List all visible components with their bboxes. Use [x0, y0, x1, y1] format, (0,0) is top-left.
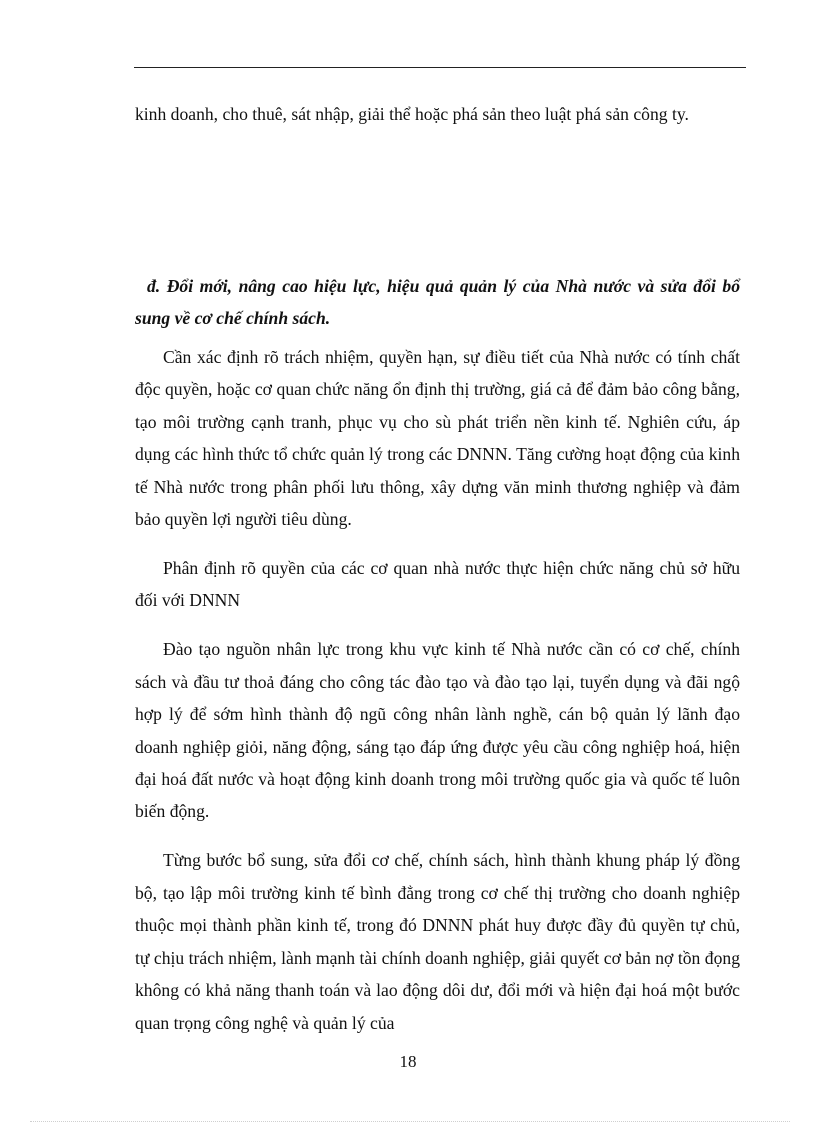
paragraph-1: Cần xác định rõ trách nhiệm, quyền hạn, sự điều tiết của Nhà nước có tính chất độc quyền, hoặc cơ quan chức năng ổn định thị trường, giá cả để đảm bảo công bằng, tạo môi trường cạnh tranh, phục vụ cho sù phát triển nền kinh tế. Nghiên cứu, áp dụng các hình thức tổ chức quản lý trong các DNNN. Tăng cường hoạt động của kinh tế Nhà nước trong phân phối lưu thông, xây dựng văn minh thương nghiệp và đảm bảo quyền lợi người tiêu dùng.: [135, 347, 740, 530]
continuation-text: kinh doanh, cho thuê, sát nhập, giải thể hoặc phá sản theo luật phá sản công ty.: [135, 104, 689, 124]
section-heading: đ. Đổi mới, nâng cao hiệu lực, hiệu quả quản lý của Nhà nước và sửa đổi bổ sung về cơ chế chính sách.: [135, 276, 740, 329]
header-rule: [134, 67, 746, 68]
paragraph-2: Phân định rõ quyền của các cơ quan nhà nước thực hiện chức năng chủ sở hữu đối với DNNN: [135, 558, 740, 611]
body-paragraphs: [135, 341, 740, 1056]
paragraph-3: Đào tạo nguồn nhân lực trong khu vực kinh tế Nhà nước cần có cơ chế, chính sách và đầu tư thoả đáng cho công tác đào tạo và đào tạo lại, tuyển dụng và đãi ngộ hợp lý để sớm hình thành độ ngũ công nhân lành nghề, cán bộ quản lý lãnh đạo doanh nghiệp giỏi, năng động, sáng tạo đáp ứng được yêu cầu công nghiệp hoá, hiện đại hoá đất nước và hoạt động kinh doanh trong môi trường quốc gia và quốc tế luôn biến động.: [135, 639, 740, 822]
footer-rule: [30, 1121, 790, 1122]
page-number: 18: [399, 1052, 417, 1071]
paragraph-4: Từng bước bổ sung, sửa đổi cơ chế, chính sách, hình thành khung pháp lý đồng bộ, tạo lập môi trường kinh tế bình đẳng trong cơ chế thị trường cho doanh nghiệp thuộc mọi thành phần kinh tế, trong đó DNNN phát huy được đầy đủ quyền tự chủ, tự chịu trách nhiệm, lành mạnh tài chính doanh nghiệp, giải quyết cơ bản nợ tồn đọng không có khả năng thanh toán và lao động dôi dư, đổi mới và hiện đại hoá một bước quan trọng công nghệ và quản lý của: [135, 850, 740, 1033]
